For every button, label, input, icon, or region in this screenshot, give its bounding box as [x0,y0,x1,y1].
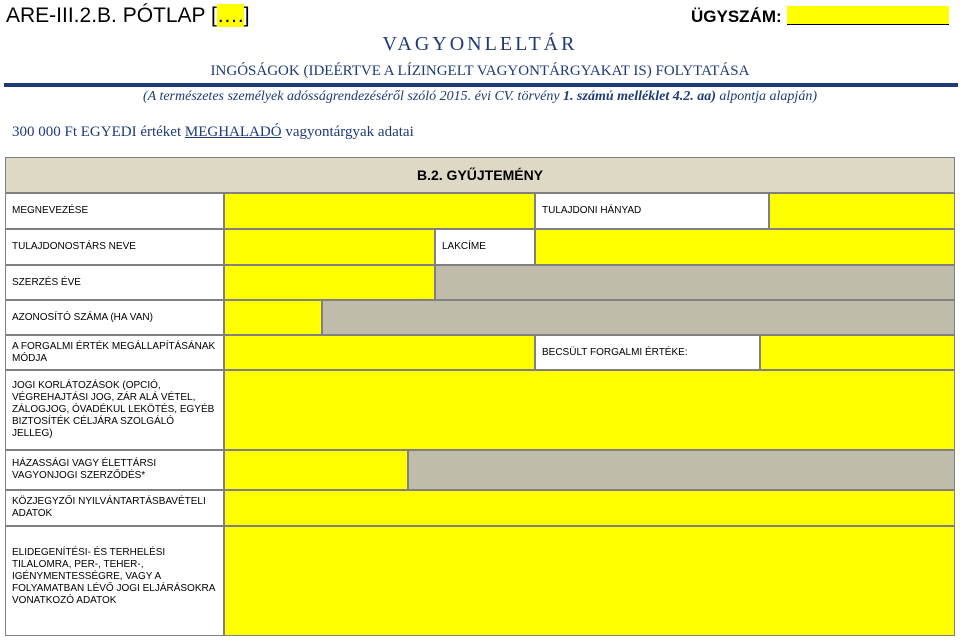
market-value-method-field[interactable] [224,335,535,370]
section-header: B.2. GYŰJTEMÉNY [5,157,955,193]
marital-contract-disabled-area [408,450,955,490]
market-value-method-label: A FORGALMI ÉRTÉK MEGÁLLAPÍTÁSÁNAK MÓDJA [5,335,224,370]
document-subtitle: INGÓSÁGOK (IDEÉRTVE A LÍZINGELT VAGYONTÁRGYAKAT IS) FOLYTATÁSA [210,63,750,79]
name-label: MEGNEVEZÉSE [5,193,224,229]
form-code-suffix: ] [243,4,250,27]
threshold-text: 300 000 Ft EGYEDI értéket [12,124,185,140]
acquisition-year-field[interactable] [224,265,435,300]
disposal-ban-field[interactable] [224,526,955,636]
form-code [6,4,250,28]
legal-reference-bold: 1. számú melléklet 4.2. aa) [563,89,716,104]
name-field[interactable] [224,193,535,229]
marital-contract-field[interactable] [224,450,408,490]
acquisition-year-label: SZERZÉS ÉVE [5,265,224,300]
identifier-label: AZONOSÍTÓ SZÁMA (HA VAN) [5,300,224,335]
legal-restrictions-field[interactable] [224,370,955,450]
acquisition-year-disabled-area [435,265,955,300]
legal-restrictions-label: JOGI KORLÁTOZÁSOK (OPCIÓ, VÉGREHAJTÁSI JOG, ZÁR ALÁ VÉTEL, ZÁLOGJOG, ÓVADÉKUL LEKÖTÉS, EGYÉB BIZTOSÍTÉK CÉLJÁRA SZOLGÁLÓ JELLEG) [5,370,224,450]
identifier-field[interactable] [224,300,322,335]
identifier-disabled-area [322,300,955,335]
threshold-tail: vagyontárgyak adatai [281,124,414,140]
estimated-value-field[interactable] [760,335,955,370]
ownership-share-label: TULAJDONI HÁNYAD [535,193,769,229]
title-rule [4,83,958,87]
form-code-number-field[interactable]: …. [216,4,244,27]
threshold-note [12,124,414,141]
co-owner-name-label: TULAJDONOSTÁRS NEVE [5,229,224,265]
ownership-share-field[interactable] [769,193,955,229]
form-code-prefix: ARE-III.2.B. PÓTLAP [ [6,4,217,27]
disposal-ban-label: ELIDEGENÍTÉSI- ÉS TERHELÉSI TILALOMRA, PER-, TEHER-, IGÉNYMENTESSÉGRE, VAGY A FOLYAMATBAN LÉVŐ JOGI ELJÁRÁSOKRA VONATKOZÓ ADATOK [5,526,224,636]
case-number-field[interactable] [787,6,949,25]
address-field[interactable] [535,229,955,265]
marital-contract-label: HÁZASSÁGI VAGY ÉLETTÁRSI VAGYONJOGI SZERZŐDÉS* [5,450,224,490]
legal-reference-text: (A természetes személyek adósságrendezéséről szóló 2015. évi CV. törvény [142,89,564,104]
address-label: LAKCÍME [435,229,535,265]
estimated-value-label: BECSÜLT FORGALMI ÉRTÉKE: [535,335,760,370]
notary-registry-label: KÖZJEGYZŐI NYILVÁNTARTÁSBAVÉTELI ADATOK [5,490,224,526]
notary-registry-field[interactable] [224,490,955,526]
document-title: VAGYONLELTÁR [382,33,578,55]
case-number-label: ÜGYSZÁM: [691,7,782,26]
threshold-emphasis: MEGHALADÓ [184,124,282,140]
co-owner-name-field[interactable] [224,229,435,265]
legal-reference-tail: alpontja alapján) [715,89,817,104]
legal-reference [0,89,960,105]
